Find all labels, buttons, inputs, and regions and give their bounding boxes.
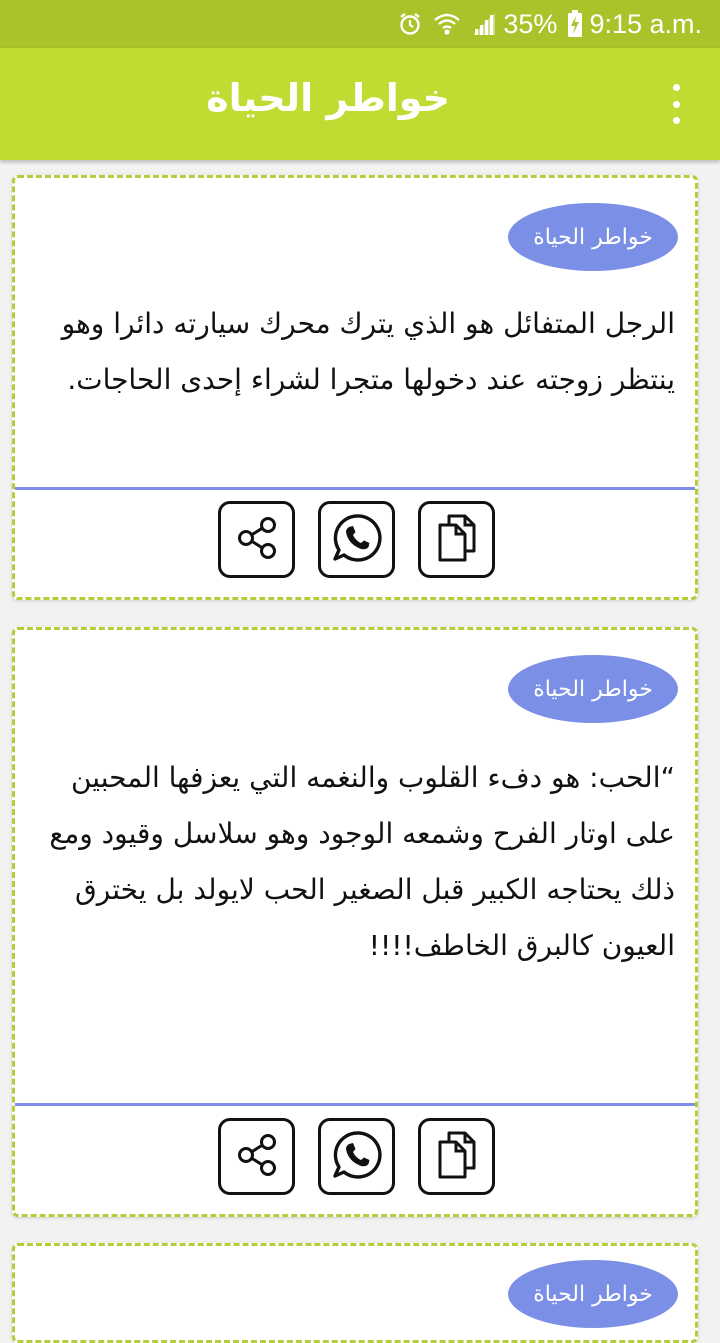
battery-charging-icon <box>567 10 583 38</box>
divider <box>15 487 695 490</box>
quote-card <box>12 1243 698 1343</box>
share-button[interactable] <box>218 501 295 578</box>
quote-text: “الحب: هو دفء القلوب والنغمه التي يعزفها المحبين على اوتار الفرح وشمعه الوجود وهو سلاسل وقيود ومع ذلك يحتاجه الكبير قبل الصغير الحب لايولد بل يخترق العيون كالبرق الخاطف!!!! <box>49 761 675 962</box>
action-bar <box>15 1118 695 1202</box>
share-icon <box>234 1132 280 1182</box>
copy-icon <box>434 513 480 567</box>
wifi-icon <box>433 11 461 37</box>
copy-button[interactable] <box>418 501 495 578</box>
overflow-menu-icon[interactable] <box>660 84 692 124</box>
status-bar <box>0 0 720 48</box>
copy-button[interactable] <box>418 1118 495 1195</box>
category-tag[interactable]: خواطر الحياة <box>508 655 678 723</box>
divider <box>15 1103 695 1106</box>
quote-card <box>12 175 698 600</box>
whatsapp-button[interactable] <box>318 1118 395 1195</box>
category-tag[interactable]: خواطر الحياة <box>508 203 678 271</box>
battery-percent: 35% <box>503 8 558 39</box>
quote-card <box>12 627 698 1217</box>
share-icon <box>234 515 280 565</box>
quote-text: الرجل المتفائل هو الذي يترك محرك سيارته دائرا وهو ينتظر زوجته عند دخولها متجرا لشراء إحدى الحاجات. <box>61 307 675 396</box>
app-title: خواطر الحياة <box>206 76 450 120</box>
whatsapp-icon <box>329 510 385 570</box>
whatsapp-button[interactable] <box>318 501 395 578</box>
copy-icon <box>434 1130 480 1184</box>
action-bar <box>15 501 695 585</box>
whatsapp-icon <box>329 1127 385 1187</box>
status-time: 9:15 a.m. <box>589 8 702 39</box>
share-button[interactable] <box>218 1118 295 1195</box>
category-tag[interactable]: خواطر الحياة <box>508 1260 678 1328</box>
app-bar <box>0 48 720 160</box>
signal-icon <box>471 11 497 37</box>
alarm-icon <box>397 11 423 37</box>
